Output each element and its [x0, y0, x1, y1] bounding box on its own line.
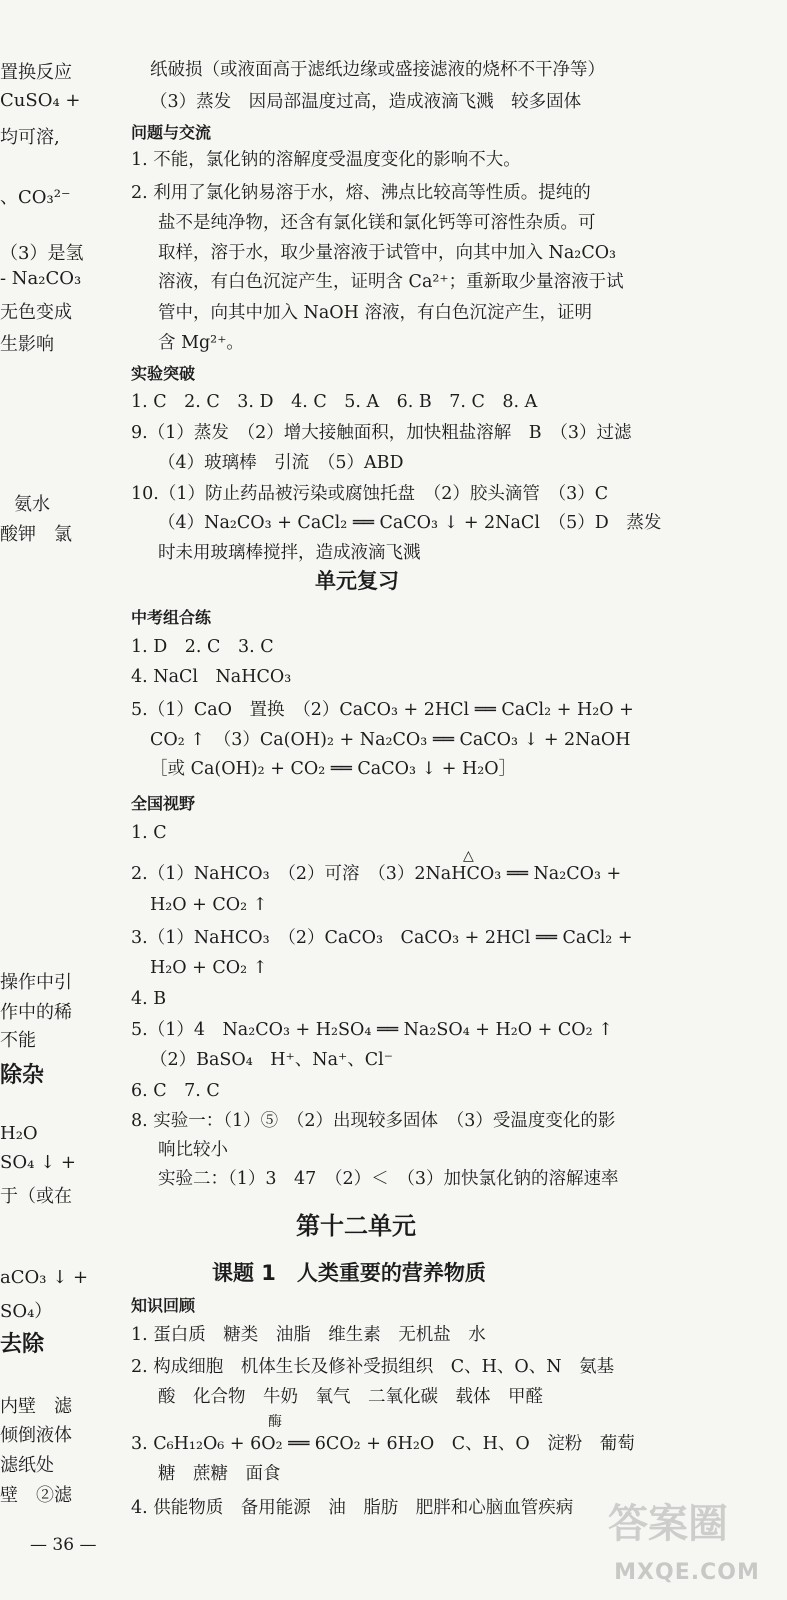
section-heading: 知识回顾	[131, 1296, 196, 1315]
answer-line: 1. 不能，氯化钠的溶解度受温度变化的影响不大。	[131, 150, 521, 170]
left-column-fragment: SO₄ ↓ +	[0, 1152, 76, 1173]
watermark-title: 答案圈	[608, 1501, 728, 1547]
answer-line: 4. B	[131, 989, 167, 1009]
answer-line: （3）蒸发 因局部温度过高，造成液滴飞溅 较多固体	[150, 92, 582, 112]
left-column-fragment: 去除	[0, 1332, 45, 1357]
section-heading: 问题与交流	[131, 123, 212, 142]
left-column-fragment: 滤纸处	[0, 1455, 54, 1476]
answer-line: 酸 化合物 牛奶 氧气 二氧化碳 载体 甲醛	[158, 1387, 543, 1407]
answer-line: 1. C	[131, 823, 167, 843]
left-column-fragment: H₂O	[0, 1123, 38, 1144]
answer-line: 实验二：（1）3 47 （2）＜ （3）加快氯化钠的溶解速率	[158, 1169, 619, 1189]
answer-line: H₂O + CO₂ ↑	[150, 958, 268, 978]
answer-line: 2.（1）NaHCO₃ （2）可溶 （3）2NaHCO₃ ══ Na₂CO₃ +	[131, 864, 622, 884]
left-column-fragment: 操作中引	[0, 972, 72, 993]
unit-title: 课题 1 人类重要的营养物质	[212, 1261, 486, 1285]
left-column-fragment: 作中的稀	[0, 1002, 72, 1023]
answer-line: 4. NaCl NaHCO₃	[131, 667, 292, 687]
answer-line: ［或 Ca(OH)₂ + CO₂ ══ CaCO₃ ↓ + H₂O］	[150, 759, 517, 779]
answer-line: 6. C 7. C	[131, 1081, 220, 1101]
answer-line: 1. 蛋白质 糖类 油脂 维生素 无机盐 水	[131, 1325, 486, 1345]
answer-line: 9.（1）蒸发 （2）增大接触面积，加快粗盐溶解 B （3）过滤	[131, 423, 632, 443]
left-column-fragment: 不能	[0, 1030, 36, 1051]
watermark-url: MXQE.COM	[614, 1560, 760, 1585]
left-column-fragment: CuSO₄ +	[0, 90, 81, 111]
answer-line: 4. 供能物质 备用能源 油 脂肪 肥胖和心脑血管疾病	[131, 1498, 574, 1518]
left-column-fragment: 氨水	[14, 494, 50, 515]
answer-line: 时未用玻璃棒搅拌，造成液滴飞溅	[158, 543, 421, 563]
unit-title: 单元复习	[315, 569, 399, 593]
answer-line: 2. 利用了氯化钠易溶于水，熔、沸点比较高等性质。提纯的	[131, 183, 591, 203]
answer-line: （4）玻璃棒 引流 （5）ABD	[158, 453, 404, 473]
answer-line: CO₂ ↑ （3）Ca(OH)₂ + Na₂CO₃ ══ CaCO₃ ↓ + 2NaOH	[150, 730, 631, 750]
heating-triangle-annotation: △	[463, 848, 474, 864]
left-column-fragment: - Na₂CO₃	[0, 268, 82, 289]
left-column-fragment: 无色变成	[0, 302, 72, 323]
answer-line: 响比较小	[158, 1140, 228, 1160]
answer-line: 3.（1）NaHCO₃ （2）CaCO₃ CaCO₃ + 2HCl ══ CaCl₂ +	[131, 928, 633, 948]
left-column-fragment: 壁 ②滤	[0, 1485, 72, 1506]
left-column-fragment: 生影响	[0, 334, 54, 355]
left-column-fragment: 除杂	[0, 1063, 45, 1088]
answer-line: 含 Mg²⁺。	[158, 333, 244, 353]
answer-line: 管中，向其中加入 NaOH 溶液，有白色沉淀产生，证明	[158, 303, 592, 323]
left-column-fragment: 、CO₃²⁻	[0, 187, 71, 208]
answer-line: 8. 实验一：（1）⑤ （2）出现较多固体 （3）受温度变化的影	[131, 1111, 616, 1131]
section-heading: 实验突破	[131, 364, 196, 383]
section-heading: 中考组合练	[131, 608, 212, 627]
enzyme-annotation: 酶	[268, 1414, 282, 1430]
answer-line: 溶液，有白色沉淀产生，证明含 Ca²⁺；重新取少量溶液于试	[158, 272, 624, 292]
answer-line: 3. C₆H₁₂O₆ + 6O₂ ══ 6CO₂ + 6H₂O C、H、O 淀粉 葡萄	[131, 1434, 635, 1454]
answer-line: 糖 蔗糖 面食	[158, 1464, 281, 1484]
answer-line: 5.（1）CaO 置换 （2）CaCO₃ + 2HCl ══ CaCl₂ + H₂O +	[131, 700, 634, 720]
left-column-fragment: 倾倒液体	[0, 1425, 72, 1446]
answer-line: H₂O + CO₂ ↑	[150, 895, 268, 915]
answer-line: 2. 构成细胞 机体生长及修补受损组织 C、H、O、N 氨基	[131, 1357, 615, 1377]
answer-line: （2）BaSO₄ H⁺、Na⁺、Cl⁻	[150, 1050, 393, 1070]
unit-title: 第十二单元	[296, 1212, 416, 1240]
answer-line: 1. C 2. C 3. D 4. C 5. A 6. B 7. C 8. A	[131, 392, 538, 412]
left-column-fragment: 酸钾 氯	[0, 524, 72, 545]
answer-line: 10.（1）防止药品被污染或腐蚀托盘 （2）胶头滴管 （3）C	[131, 484, 609, 504]
answer-line: 纸破损（或液面高于滤纸边缘或盛接滤液的烧杯不干净等）	[150, 60, 605, 80]
answer-line: 5.（1）4 Na₂CO₃ + H₂SO₄ ══ Na₂SO₄ + H₂O + CO₂ ↑	[131, 1020, 613, 1040]
page-number: — 36 —	[30, 1535, 97, 1555]
answer-line: （4）Na₂CO₃ + CaCl₂ ══ CaCO₃ ↓ + 2NaCl （5）D 蒸发	[158, 513, 662, 533]
section-heading: 全国视野	[131, 794, 196, 813]
answer-line: 取样，溶于水，取少量溶液于试管中，向其中加入 Na₂CO₃	[158, 243, 617, 263]
left-column-fragment: 内壁 滤	[0, 1396, 72, 1417]
left-column-fragment: SO₄）	[0, 1301, 53, 1322]
left-column-fragment: （3）是氢	[0, 243, 84, 264]
watermark-logo	[598, 1492, 776, 1587]
answer-line: 盐不是纯净物，还含有氯化镁和氯化钙等可溶性杂质。可	[158, 213, 596, 233]
left-column-fragment: 置换反应	[0, 62, 72, 83]
left-column-fragment: 于（或在	[0, 1186, 72, 1207]
answer-line: 1. D 2. C 3. C	[131, 637, 274, 657]
left-column-fragment: aCO₃ ↓ +	[0, 1267, 89, 1288]
left-column-fragment: 均可溶,	[0, 127, 60, 148]
